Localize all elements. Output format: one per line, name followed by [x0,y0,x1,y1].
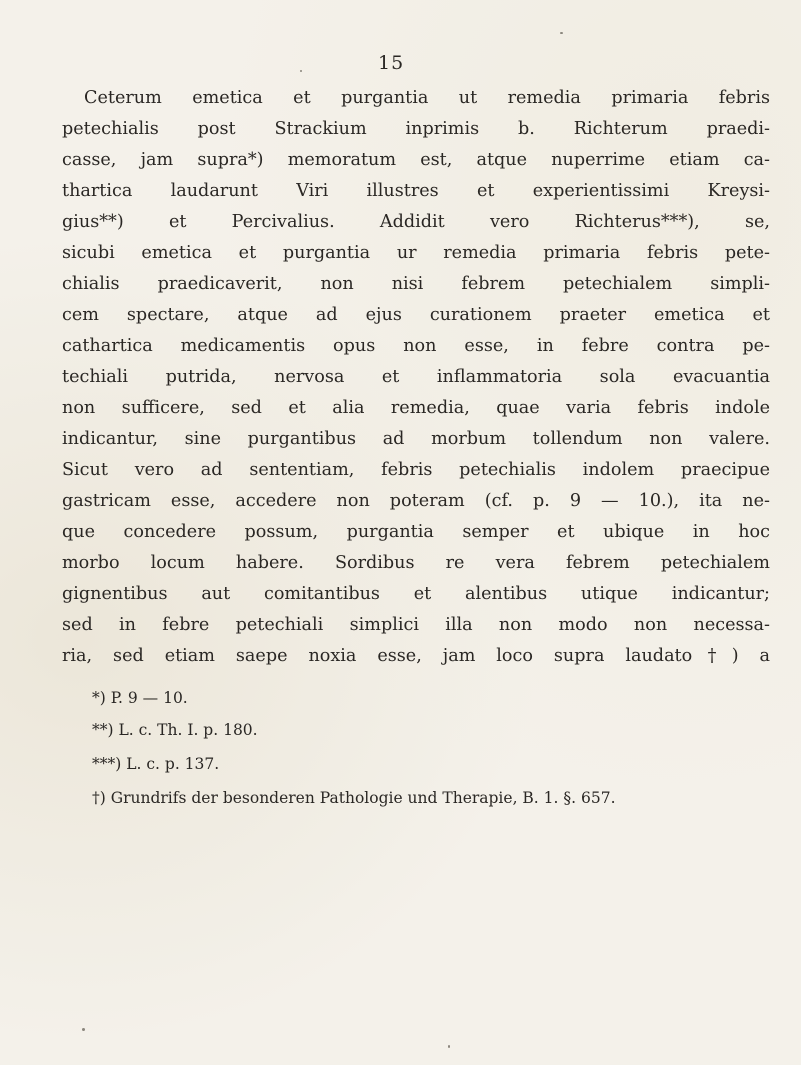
paper-speck [82,1028,85,1031]
body-line: techiali putrida, nervosa et inflammatoria sola evacuantia [62,367,770,387]
body-line: morbo locum habere. Sordibus re vera febrem petechialem [62,553,770,573]
body-line: ria, sed etiam saepe noxia esse, jam loco supra laudato†) a [62,646,770,666]
body-line: gignentibus aut comitantibus et alentibus utique indicantur; [62,584,770,604]
body-line: que concedere possum, purgantia semper et ubique in hoc [62,522,770,542]
body-line: chialis praedicaverit, non nisi febrem petechialem simpli- [62,274,770,294]
paper-speck [560,32,563,34]
body-line: cem spectare, atque ad ejus curationem praeter emetica et [62,305,770,325]
body-line: sed in febre petechiali simplici illa non modo non necessa- [62,615,770,635]
paper-speck [448,1045,450,1048]
body-line: gius**) et Percivalius. Addidit vero Richterus***), se, [62,212,770,232]
body-line: non sufficere, sed et alia remedia, quae varia febris indole [62,398,770,418]
body-line: sicubi emetica et purgantia ur remedia primaria febris pete- [62,243,770,263]
paper-speck [300,70,302,72]
body-line: cathartica medicamentis opus non esse, in febre contra pe- [62,336,770,356]
body-line: Ceterum emetica et purgantia ut remedia primaria febris [84,88,770,108]
body-line: indicantur, sine purgantibus ad morbum tollendum non valere. [62,429,770,449]
page-number: 15 [378,52,405,74]
body-line: casse, jam supra*) memoratum est, atque nuperrime etiam ca- [62,150,770,170]
footnote: **) L. c. Th. I. p. 180. [92,721,258,739]
footnote: †) Grundrifs der besonderen Pathologie und Therapie, B. 1. §. 657. [92,789,616,807]
body-line: gastricam esse, accedere non poteram (cf. p. 9 — 10.), ita ne- [62,491,770,511]
body-line: Sicut vero ad sententiam, febris petechialis indolem praecipue [62,460,770,480]
body-line: petechialis post Strackium inprimis b. Richterum praedi- [62,119,770,139]
body-line: thartica laudarunt Viri illustres et experientissimi Kreysi- [62,181,770,201]
footnote: *) P. 9 — 10. [92,689,188,707]
footnote: ***) L. c. p. 137. [92,755,220,773]
